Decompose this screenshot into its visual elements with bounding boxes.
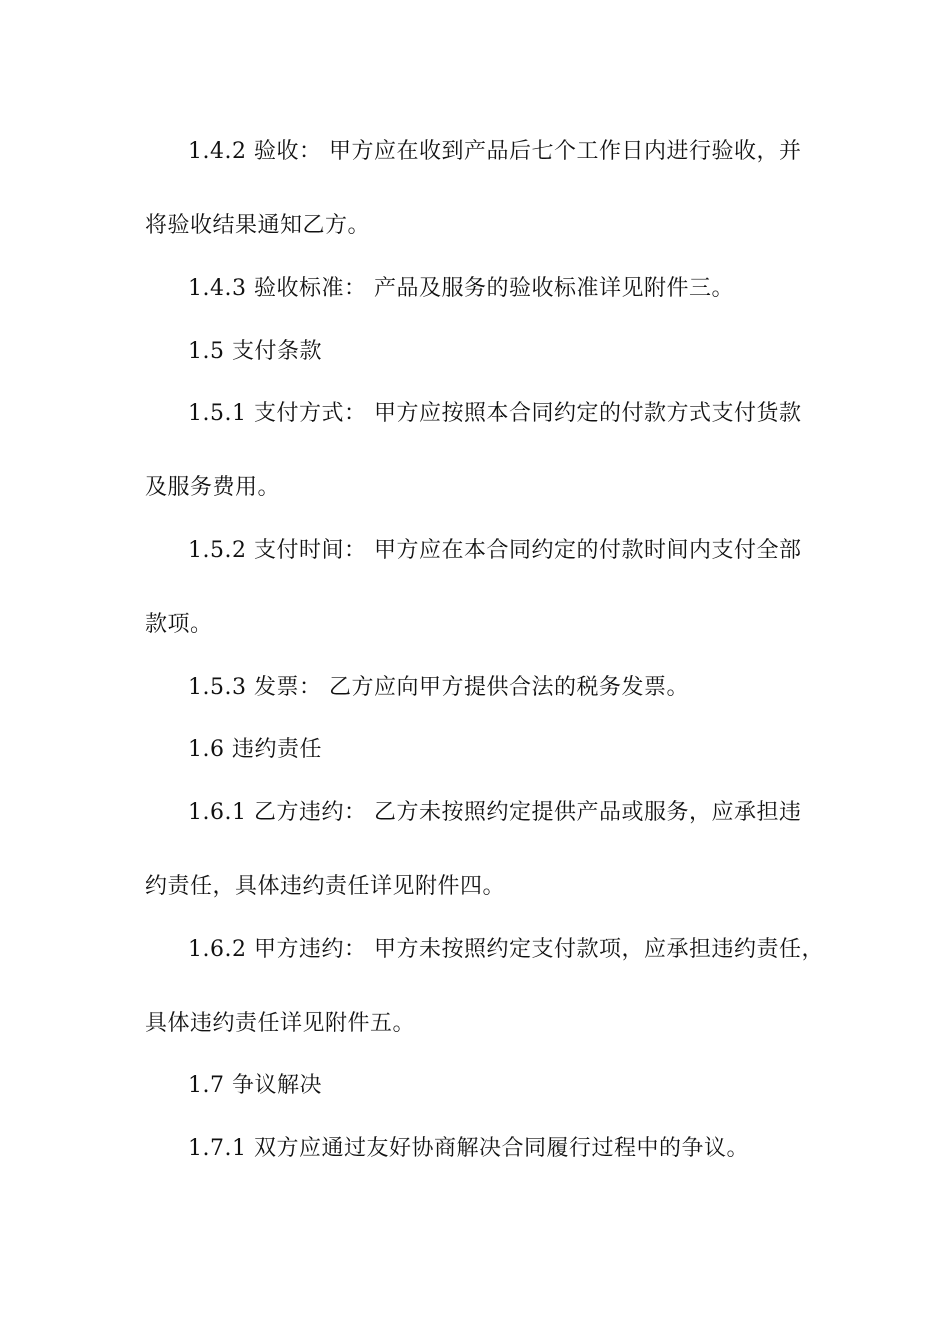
section-1-5-heading: 1.5 支付条款 [188, 339, 322, 364]
clause-1-5-2: 1.5.2 支付时间： 甲方应在本合同约定的付款时间内支付全部 [188, 538, 802, 563]
clause-1-6-1: 1.6.1 乙方违约： 乙方未按照约定提供产品或服务，应承担违 [188, 800, 802, 825]
clause-1-4-3: 1.4.3 验收标准： 产品及服务的验收标准详见附件三。 [188, 276, 734, 301]
clause-1-4-2: 1.4.2 验收： 甲方应在收到产品后七个工作日内进行验收，并 [188, 139, 802, 164]
clause-1-5-1-cont: 及服务费用。 [145, 475, 281, 500]
clause-1-4-2-cont: 将验收结果通知乙方。 [145, 213, 371, 238]
clause-1-6-1-cont: 约责任，具体违约责任详见附件四。 [145, 874, 506, 899]
clause-1-6-2-cont: 具体违约责任详见附件五。 [145, 1011, 416, 1036]
clause-1-5-3: 1.5.3 发票： 乙方应向甲方提供合法的税务发票。 [188, 675, 689, 700]
clause-1-5-2-cont: 款项。 [145, 612, 213, 637]
clause-1-6-2: 1.6.2 甲方违约： 甲方未按照约定支付款项，应承担违约责任， [188, 937, 824, 962]
clause-1-7-1: 1.7.1 双方应通过友好协商解决合同履行过程中的争议。 [188, 1136, 749, 1161]
clause-1-5-1: 1.5.1 支付方式： 甲方应按照本合同约定的付款方式支付货款 [188, 401, 802, 426]
section-1-6-heading: 1.6 违约责任 [188, 737, 322, 762]
section-1-7-heading: 1.7 争议解决 [188, 1073, 322, 1098]
